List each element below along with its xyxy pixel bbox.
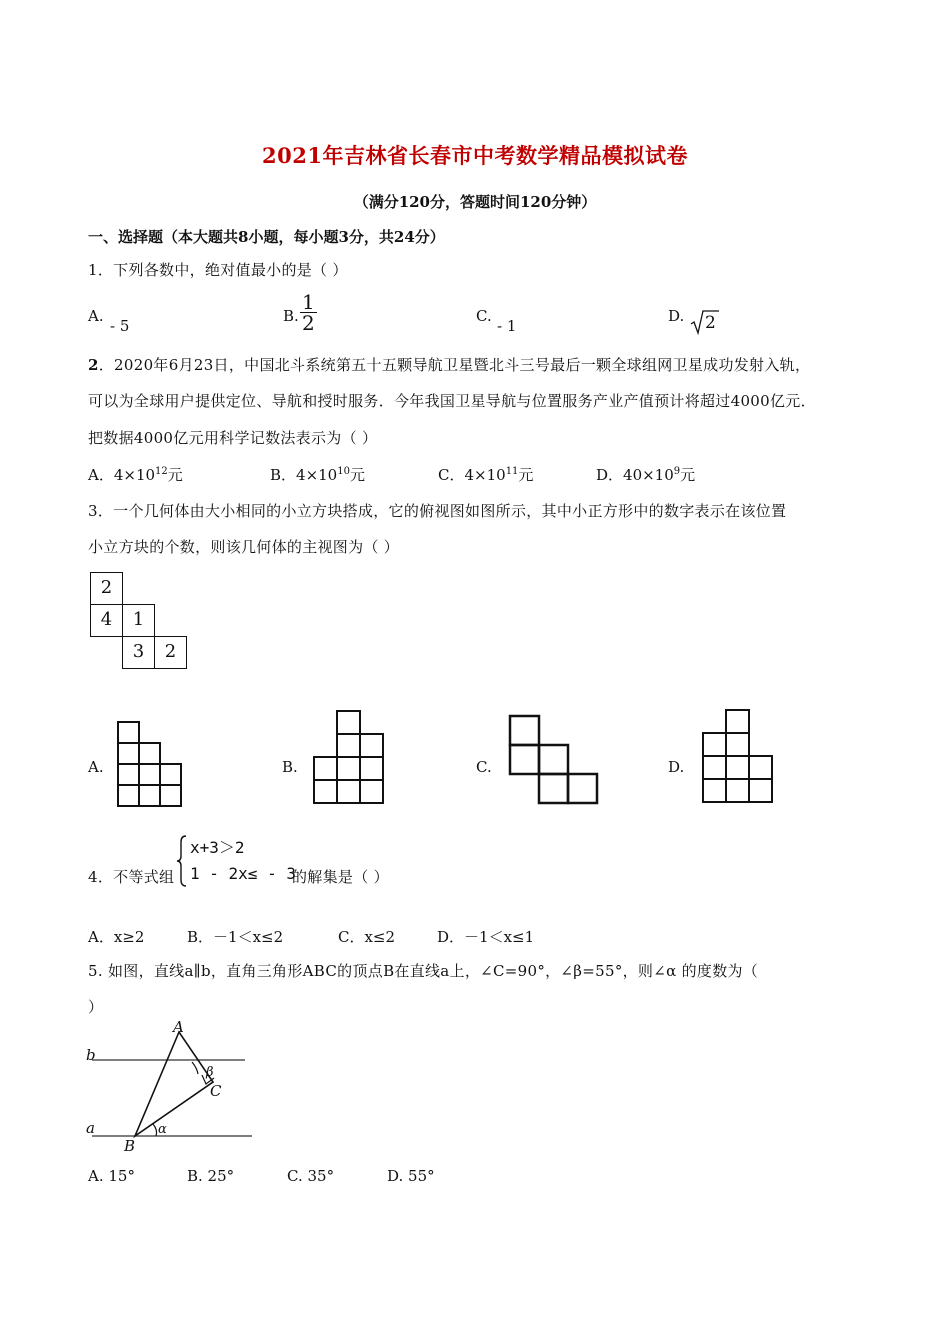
grid-cell: 1 xyxy=(122,604,155,637)
geometry-figure xyxy=(82,1020,262,1160)
option-c-label: C. xyxy=(476,307,492,325)
question-stem-line1: 3．一个几何体由大小相同的小立方块搭成，它的俯视图如图所示，其中小正方形中的数字表示在该位置 xyxy=(88,502,787,520)
front-view-option-b xyxy=(313,710,385,806)
question-stem-line3: 把数据4000亿元用科学记数法表示为（ ） xyxy=(88,429,378,447)
question-stem-line1 xyxy=(88,354,810,375)
grid-cell: 2 xyxy=(154,636,187,669)
option-a-label: A. xyxy=(88,307,104,325)
question-stem-line1: 5. 如图，直线a∥b，直角三角形ABC的顶点B在直线a上，∠C=90°，∠β=55°，则∠α 的度数为（ xyxy=(88,962,759,980)
exponent: 12 xyxy=(155,466,168,477)
inequality-1: x+3＞2 xyxy=(190,838,245,857)
front-view-option-c xyxy=(508,714,600,806)
option-b xyxy=(270,464,365,485)
grid-cell: 2 xyxy=(90,572,123,605)
fraction-denominator: 2 xyxy=(302,311,315,335)
option-c-label: C. xyxy=(476,758,492,776)
option-c xyxy=(438,464,533,485)
label-c-vertex: C xyxy=(210,1082,222,1100)
option-d xyxy=(596,464,695,485)
unit: 元 xyxy=(167,466,183,484)
exponent: 10 xyxy=(337,466,350,477)
brace-icon xyxy=(176,834,188,888)
exponent: 9 xyxy=(673,466,681,477)
front-view-option-a xyxy=(117,721,183,807)
option-b: B．－1＜x≤2 xyxy=(187,928,284,946)
option-c: C. 35° xyxy=(287,1167,335,1185)
exam-subtitle: （满分120分，答题时间120分钟） xyxy=(353,193,597,211)
top-view-grid xyxy=(90,572,190,670)
option-c-value: - 1 xyxy=(497,317,517,335)
triangle-abc xyxy=(135,1032,213,1136)
inequality-2: 1 - 2x≤ - 3 xyxy=(190,864,296,883)
option-d: D．－1＜x≤1 xyxy=(437,928,535,946)
label-beta: β xyxy=(206,1065,214,1080)
option-a xyxy=(88,464,183,485)
alpha-arc xyxy=(153,1124,157,1136)
option-text: B．4×10 xyxy=(270,466,338,484)
front-view-option-d xyxy=(702,709,776,805)
sqrt-two xyxy=(690,308,718,334)
grid-cell: 4 xyxy=(90,604,123,637)
question-stem-line2: 小立方块的个数，则该几何体的主视图为（ ） xyxy=(88,538,400,556)
option-a: A. 15° xyxy=(88,1167,135,1185)
option-text: C．4×10 xyxy=(438,466,506,484)
beta-arc xyxy=(192,1062,198,1074)
unit: 元 xyxy=(518,466,534,484)
option-d-label: D. xyxy=(668,758,685,776)
option-a: A．x≥2 xyxy=(88,928,145,946)
option-a-label: A. xyxy=(88,758,104,776)
label-b-vertex: B xyxy=(124,1137,136,1155)
unit: 元 xyxy=(349,466,365,484)
option-text: A．4×10 xyxy=(88,466,156,484)
option-d: D. 55° xyxy=(387,1167,435,1185)
question-stem-post: 的解集是（ ） xyxy=(292,868,389,886)
label-a-vertex: A xyxy=(173,1020,184,1036)
option-b-label: B. xyxy=(282,758,298,776)
option-b: B. 25° xyxy=(187,1167,235,1185)
exponent: 11 xyxy=(505,466,519,477)
fraction-one-half xyxy=(300,292,317,333)
question-number: 2 xyxy=(88,356,99,374)
section-heading: 一、选择题（本大题共8小题，每小题3分，共24分） xyxy=(88,228,445,246)
question-stem: 1．下列各数中，绝对值最小的是（ ） xyxy=(88,261,348,279)
option-c: C．x≤2 xyxy=(338,928,396,946)
question-stem-line2: 可以为全球用户提供定位、导航和授时服务．今年我国卫星导航与位置服务产业产值预计将超过4000亿元． xyxy=(88,392,816,410)
option-b-label: B. xyxy=(283,307,299,325)
label-line-b: b xyxy=(86,1046,96,1064)
question-stem-pre: 4．不等式组 xyxy=(88,868,175,886)
page-title: 2021年吉林省长春市中考数学精品模拟试卷 xyxy=(262,143,688,168)
unit: 元 xyxy=(680,466,696,484)
sqrt-radicand: 2 xyxy=(705,313,716,333)
option-d-label: D. xyxy=(668,307,685,325)
label-alpha: α xyxy=(158,1122,167,1137)
stem-text: ．2020年6月23日，中国北斗系统第五十五颗导航卫星暨北斗三号最后一颗全球组网卫星成功发射入轨， xyxy=(98,356,811,374)
option-a-value: - 5 xyxy=(110,317,130,335)
option-text: D．40×10 xyxy=(596,466,674,484)
fraction-numerator: 1 xyxy=(302,290,315,314)
question-stem-line2: ） xyxy=(88,998,104,1016)
grid-cell: 3 xyxy=(122,636,155,669)
label-line-a: a xyxy=(86,1119,95,1137)
